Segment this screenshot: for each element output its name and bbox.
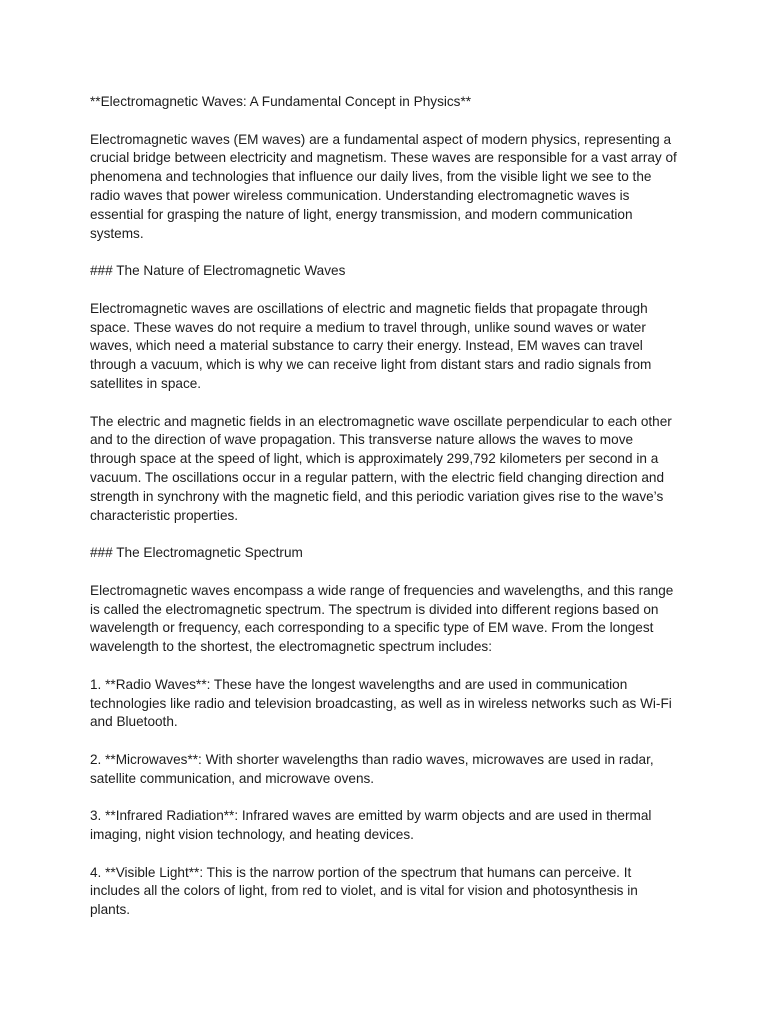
nature-paragraph-2: The electric and magnetic fields in an electromagnetic wave oscillate perpendicular to each other and to the direction of wave propagation. This transverse nature allows the waves to move through space at the speed of light, which is approximately 299,792 kilometers per second in a vacuum. The oscillations occur in a regular pattern, with the electric field changing direction and strength in synchrony with the magnetic field, and this periodic variation gives rise to the wave’s characteristic properties. [90,413,672,523]
list-item-infrared: 3. **Infrared Radiation**: Infrared waves are emitted by warm objects and are used in thermal imaging, night vision technology, and heating devices. [90,808,652,843]
nature-paragraph-1: Electromagnetic waves are oscillations of electric and magnetic fields that propagate through space. These waves do not require a medium to travel through, unlike sound waves or water waves, which need a material substance to carry their energy. Instead, EM waves can travel through a vacuum, which is why we can receive light from distant stars and radio signals from satellites in space. [90,300,652,391]
list-item-microwaves: 2. **Microwaves**: With shorter wavelengths than radio waves, microwaves are used in radar, satellite communication, and microwave ovens. [90,751,654,786]
section-heading-spectrum: ### The Electromagnetic Spectrum [90,545,303,561]
list-item-radio-waves: 1. **Radio Waves**: These have the longest wavelengths and are used in communication technologies like radio and television broadcasting, as well as in wireless networks such as Wi-Fi and Bluetooth. [90,676,672,730]
list-item-visible-light: 4. **Visible Light**: This is the narrow portion of the spectrum that humans can perceive. It includes all the colors of light, from red to violet, and is vital for vision and photosynthesis in plants. [90,864,638,918]
section-heading-nature: ### The Nature of Electromagnetic Waves [90,263,346,279]
spectrum-paragraph-1: Electromagnetic waves encompass a wide range of frequencies and wavelengths, and this range is called the electromagnetic spectrum. The spectrum is divided into different regions based on wavelength or frequency, each corresponding to a specific type of EM wave. From the longest wavelength to the shortest, the electromagnetic spectrum includes: [90,582,674,655]
intro-paragraph: Electromagnetic waves (EM waves) are a fundamental aspect of modern physics, representing a crucial bridge between electricity and magnetism. These waves are responsible for a vast array of phenomena and technologies that influence our daily lives, from the visible light we see to the radio waves that power wireless communication. Understanding electromagnetic waves is essential for grasping the nature of light, energy transmission, and modern communication systems. [90,131,677,241]
document-title: **Electromagnetic Waves: A Fundamental Concept in Physics** [90,94,472,109]
